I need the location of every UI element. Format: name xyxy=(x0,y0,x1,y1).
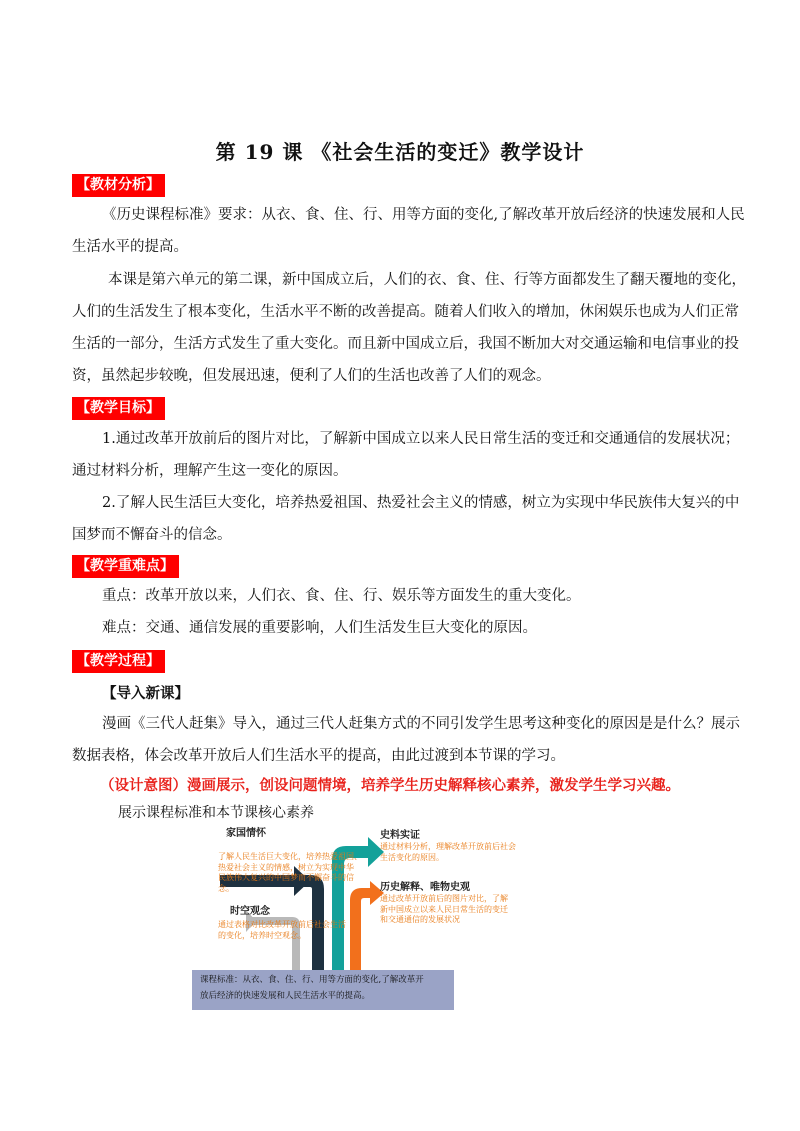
standard-line1: 课程标准：从衣、食、住、行、用等方面的变化,了解改革开 xyxy=(200,975,424,985)
desc-jiaguo xyxy=(218,852,362,894)
desc-line: 和交通通信的发展状况 xyxy=(380,915,460,924)
analysis-p2-line4: 资，虽然起步较晚，但发展迅速，便利了人们的生活也改善了人们的观念。 xyxy=(72,368,551,384)
analysis-p1-line2: 生活水平的提高。 xyxy=(72,239,188,255)
goal1-line2: 通过材料分析，理解产生这一变化的原因。 xyxy=(72,463,348,479)
orange-arrow xyxy=(350,888,372,972)
goal2-line1: 2.了解人民生活巨大变化，培养热爱祖国、热爱社会主义的情感，树立为实现中华民族伟大复兴的中 xyxy=(102,495,740,511)
desc-line: 了解人民生活巨大变化，培养热爱祖国、 xyxy=(218,852,362,861)
section-tag-goals: 【教学目标】 xyxy=(72,397,165,420)
analysis-p2-line2: 人们的生活发生了根本变化，生活水平不断的改善提高。随着人们收入的增加，休闲娱乐也成为人们正常 xyxy=(72,304,739,320)
label-shikong: 时空观念 xyxy=(230,906,270,917)
desc-line: 念。 xyxy=(218,883,234,893)
page-title: 第 19 课 《社会生活的变迁》教学设计 xyxy=(215,140,585,164)
desc-line: 民族伟大复兴的中国梦而不懈奋斗的信 xyxy=(218,873,354,882)
section-tag-analysis: 【教材分析】 xyxy=(72,174,165,197)
desc-line: 通过表格对比改革开放前后社会生活 xyxy=(218,920,346,929)
analysis-p2-line1: 本课是第六单元的第二课，新中国成立后，人们的衣、食、住、行等方面都发生了翻天覆地的变化， xyxy=(108,272,746,288)
goal1-line1: 1.通过改革开放前后的图片对比，了解新中国成立以来人民日常生活的变迁和交通通信的发展状况； xyxy=(102,431,740,447)
section-tag-process: 【教学过程】 xyxy=(72,650,165,673)
subheading-intro: 【导入新课】 xyxy=(102,685,189,702)
analysis-p1-line1: 《历史课程标准》要求：从衣、食、住、行、用等方面的变化,了解改革开放后经济的快速发展和人民 xyxy=(102,207,745,223)
desc-shiliao xyxy=(380,842,516,863)
analysis-p2-line3: 生活的一部分，生活方式发生了重大变化。而且新中国成立后，我国不断加大对交通运输和电信事业的投 xyxy=(72,336,739,352)
desc-line: 热爱社会主义的情感，树立为实现中华 xyxy=(218,862,354,872)
desc-lishi xyxy=(380,894,508,926)
desc-line: 新中国成立以来人民日常生活的变迁 xyxy=(380,904,508,914)
desc-line: 通过材料分析，理解改革开放前后社会 xyxy=(380,842,516,851)
label-lishi: 历史解释、唯物史观 xyxy=(380,882,470,893)
goal2-line2: 国梦而不懈奋斗的信念。 xyxy=(72,527,232,543)
process-p1-line2: 数据表格，体会改革开放后人们生活水平的提高，由此过渡到本节课的学习。 xyxy=(72,748,565,764)
show-standard-caption: 展示课程标准和本节课核心素养 xyxy=(118,805,314,821)
label-shiliao: 史料实证 xyxy=(380,830,420,841)
keypoint-focus: 重点：改革开放以来，人们衣、食、住、行、娱乐等方面发生的重大变化。 xyxy=(102,588,581,604)
desc-shikong xyxy=(218,920,346,941)
standard-line2: 放后经济的快速发展和人民生活水平的提高。 xyxy=(200,991,371,1001)
keypoint-difficulty: 难点：交通、通信发展的重要影响，人们生活发生巨大变化的原因。 xyxy=(102,620,537,636)
desc-line: 的变化，培养时空观念。 xyxy=(218,930,306,940)
desc-line: 生活变化的原因。 xyxy=(380,852,444,862)
process-p1-line1: 漫画《三代人赶集》导入，通过三代人赶集方式的不同引发学生思考这种变化的原因是是什么？展示 xyxy=(102,716,740,732)
label-jiaguo: 家国情怀 xyxy=(226,828,266,839)
section-tag-keypoints: 【教学重难点】 xyxy=(72,555,179,578)
curriculum-standard-box xyxy=(192,970,454,1010)
design-intent: （设计意图）漫画展示，创设问题情境，培养学生历史解释核心素养，激发学生学习兴趣。 xyxy=(100,777,680,794)
desc-line: 通过改革开放前后的图片对比，了解 xyxy=(380,894,508,903)
